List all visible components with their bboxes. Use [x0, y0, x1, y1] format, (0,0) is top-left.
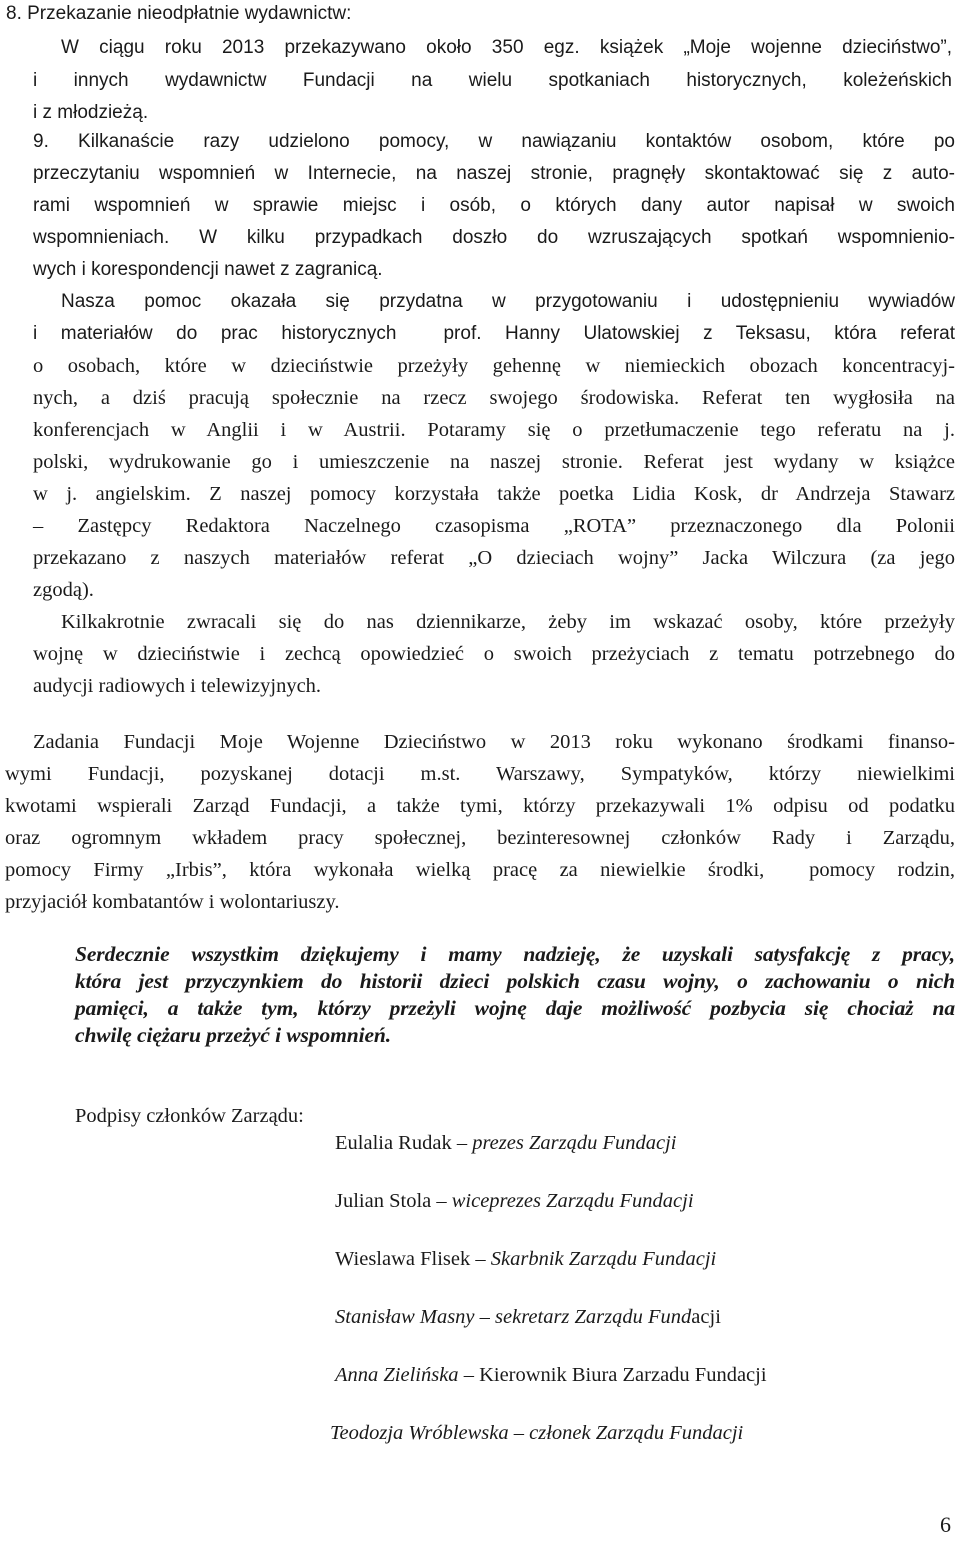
item-9-text-line: audycji radiowych i telewizyjnych.	[33, 675, 322, 697]
item-9-text-line: przekazano z naszych materiałów referat „O dzieciach wojny” Jacka Wilczura (za jego	[33, 547, 955, 569]
signature-line-office-head	[335, 1362, 767, 1388]
item-8-text-line: W ciągu roku 2013 przekazywano około 350 egz. książek „Moje wojenne dzieciństwo”,	[61, 37, 952, 58]
item-9-text-line: przeczytaniu wspomnień w Internecie, na naszej stronie, pragnęły skontaktować się z auto-	[33, 163, 955, 184]
closing-thanks-line: Serdecznie wszystkim dziękujemy i mamy nadzieję, że uzyskali satysfakcję z pracy,	[75, 942, 955, 966]
summary-paragraph-line: wymi Fundacji, pozyskanej dotacji m.st. Warszawy, Sympatyków, którzy niewielkimi	[5, 763, 955, 785]
item-9-text-line: w j. angielskim. Z naszej pomocy korzystała także poetka Lidia Kosk, dr Andrzeja Stawarz	[33, 483, 955, 505]
signature-line-treasurer	[335, 1246, 716, 1272]
signature-line-president	[335, 1130, 676, 1156]
signature-name: Anna Zielińska	[335, 1364, 459, 1386]
signature-role: – Kierownik Biura Zarzadu Fundacji	[458, 1364, 767, 1386]
item-9-text-line: Nasza pomoc okazała się przydatna w przygotowaniu i udostępnieniu wywiadów	[61, 291, 955, 312]
closing-thanks-line: pamięci, a także tym, którzy przeżyli wojnę daje możliwość pozbycia się chociaż na	[75, 996, 955, 1020]
summary-paragraph-line: Zadania Fundacji Moje Wojenne Dzieciństwo w 2013 roku wykonano środkami finanso-	[33, 731, 955, 753]
signature-role: Skarbnik Zarządu Fundacji	[490, 1248, 717, 1270]
item-9-text-line: 9. Kilkanaście razy udzielono pomocy, w nawiązaniu kontaktów osobom, które po	[33, 131, 955, 152]
item-9-text-line: wojnę w dzieciństwie i zechcą opowiedzieć o swoich przeżyciach z tematu potrzebnego do	[33, 643, 955, 665]
item-9-text-line: polski, wydrukowanie go i umieszczenie na naszej stronie. Referat jest wydany w książce	[33, 451, 955, 473]
item-9-text-line: nych, a dziś pracują społecznie na rzecz swojego środowiska. Referat ten wygłosiła na	[33, 387, 955, 409]
summary-paragraph-line: oraz ogromnym wkładem pracy społecznej, bezinteresownej członków Rady i Zarządu,	[5, 827, 955, 849]
item-9-text-line: o osobach, które w dzieciństwie przeżyły gehennę w niemieckich obozach koncentracyj-	[33, 355, 955, 377]
signature-name-role: Stanisław Masny – sekretarz Zarządu Fund	[335, 1306, 692, 1328]
item-9-text-line: Kilkakrotnie zwracali się do nas dziennikarze, żeby im wskazać osoby, które przeżyły	[61, 611, 955, 633]
signature-role: wiceprezes Zarządu Fundacji	[451, 1190, 694, 1212]
summary-paragraph-line: kwotami wspierali Zarząd Fundacji, a także tymi, którzy przekazywali 1% odpisu od podatku	[5, 795, 955, 817]
item-9-text-line: wspomnieniach. W kilku przypadkach doszło do wzruszających spotkań wspomnienio-	[33, 227, 955, 248]
signature-role-tail: acji	[691, 1306, 721, 1328]
item-8-text-line: i z młodzieżą.	[33, 102, 149, 123]
signature-line-vice-president	[335, 1188, 694, 1214]
item-9-text-line: zgodą).	[33, 579, 94, 601]
signature-name: Julian Stola –	[335, 1190, 452, 1212]
item-8-heading: 8. Przekazanie nieodpłatnie wydawnictw:	[6, 3, 352, 24]
item-9-text-line: i materiałów do prac historycznych prof. Hanny Ulatowskiej z Teksasu, która referat	[33, 323, 955, 344]
summary-paragraph-line: pomocy Firmy „Irbis”, która wykonała wielką pracę za niewielkie środki, pomocy rodzin,	[5, 859, 955, 881]
item-9-text-line: rami wspomnień w sprawie miejsc i osób, o których dany autor napisał w swoich	[33, 195, 955, 216]
item-9-text-line: wych i korespondencji nawet z zagranicą.	[33, 259, 383, 280]
signature-name: Eulalia Rudak –	[335, 1132, 473, 1154]
signatures-heading: Podpisy członków Zarządu:	[75, 1105, 304, 1127]
item-8-text-line: i innych wydawnictw Fundacji na wielu spotkaniach historycznych, koleżeńskich	[33, 70, 952, 91]
item-9-text-line: – Zastępcy Redaktora Naczelnego czasopisma „ROTA” przeznaczonego dla Polonii	[33, 515, 955, 537]
summary-paragraph-line: przyjaciół kombatantów i wolontariuszy.	[5, 891, 340, 913]
signature-role: prezes Zarządu Fundacji	[472, 1132, 677, 1154]
closing-thanks-line: która jest przyczynkiem do historii dzieci polskich czasu wojny, o zachowaniu o nich	[75, 969, 955, 993]
signature-line-secretary	[335, 1304, 721, 1330]
closing-thanks-line: chwilę ciężaru przeżyć i wspomnień.	[75, 1023, 392, 1047]
signature-line-member: Teodozja Wróblewska – członek Zarządu Fundacji	[330, 1422, 744, 1444]
signature-name: Wieslawa Flisek –	[335, 1248, 491, 1270]
item-9-text-line: konferencjach w Anglii i w Austrii. Potaramy się o przetłumaczenie tego referatu na j.	[33, 419, 955, 441]
page-number: 6	[940, 1512, 951, 1537]
